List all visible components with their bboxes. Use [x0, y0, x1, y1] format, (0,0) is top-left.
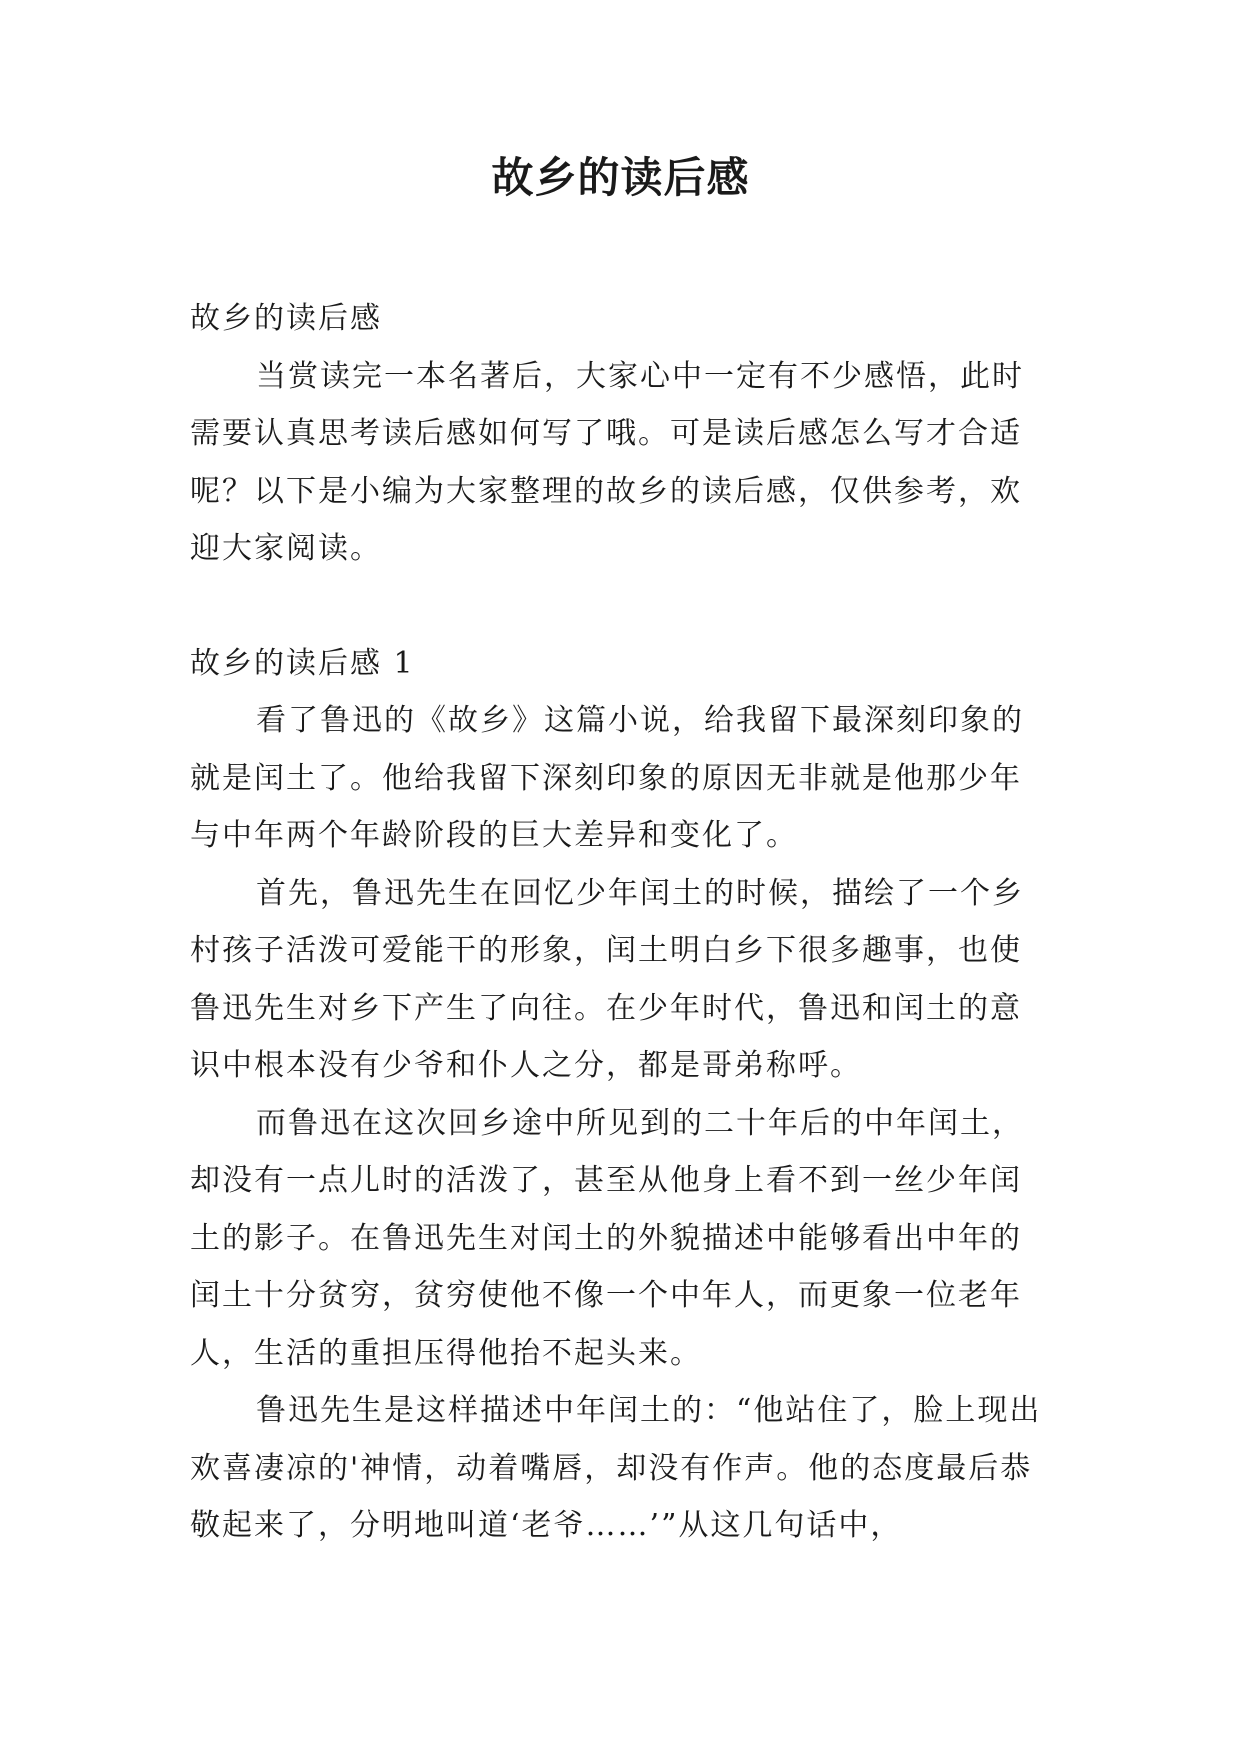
- intro-paragraph: 当赏读完一本名著后，大家心中一定有不少感悟，此时需要认真思考读后感如何写了哦。可是读后感怎么写才合适呢？以下是小编为大家整理的故乡的读后感，仅供参考，欢迎大家阅读。: [190, 358, 1024, 566]
- section-spacer: [190, 578, 1050, 635]
- section-heading: 故乡的读后感 1: [190, 645, 415, 681]
- document-body: [190, 290, 1050, 1555]
- subtitle: 故乡的读后感: [190, 301, 382, 336]
- body-paragraph-2: 首先，鲁迅先生在回忆少年闰土的时候，描绘了一个乡村孩子活泼可爱能干的形象，闰土明白乡下很多趣事，也使鲁迅先生对乡下产生了向往。在少年时代，鲁迅和闰土的意识中根本没有少爷和仆人之分，都是哥弟称呼。: [190, 875, 1024, 1083]
- body-paragraph-1: 看了鲁迅的《故乡》这篇小说，给我留下最深刻印象的就是闰土了。他给我留下深刻印象的原因无非就是他那少年与中年两个年龄阶段的巨大差异和变化了。: [190, 703, 1024, 853]
- body-paragraph-3: 而鲁迅在这次回乡途中所见到的二十年后的中年闰土，却没有一点儿时的活泼了，甚至从他身上看不到一丝少年闰土的影子。在鲁迅先生对闰土的外貌描述中能够看出中年的闰土十分贫穷，贫穷使他不像一个中年人，而更象一位老年人，生活的重担压得他抬不起头来。: [190, 1105, 1024, 1371]
- body-paragraph-4: 鲁迅先生是这样描述中年闰土的：“他站住了，脸上现出欢喜凄凉的'神情，动着嘴唇，却没有作声。他的态度最后恭敬起来了，分明地叫道‘老爷……’”从这几句话中，: [190, 1393, 1042, 1543]
- page-title: 故乡的读后感: [491, 153, 750, 202]
